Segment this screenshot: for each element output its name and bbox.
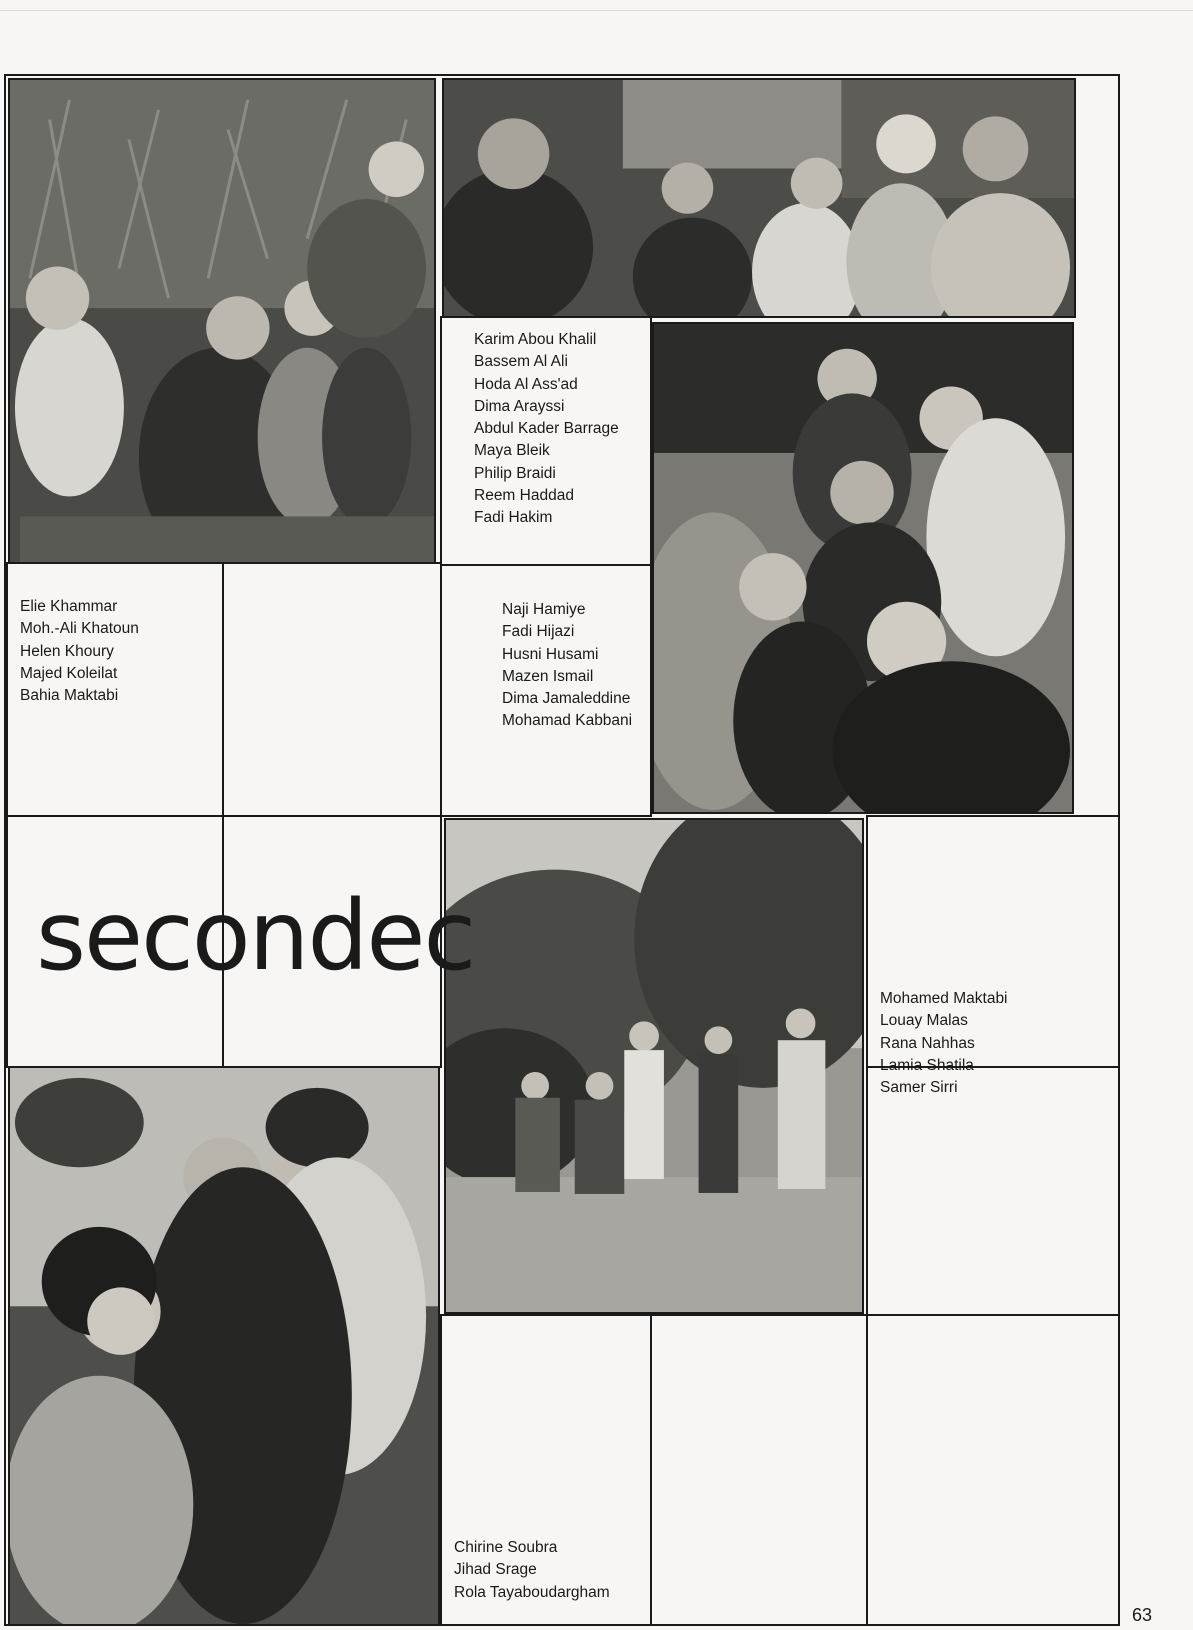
grid-cell [650,1314,868,1626]
student-name: Chirine Soubra [454,1539,558,1556]
grid-cell [866,1314,1120,1626]
name-list [880,988,1008,1099]
student-name: Majed Koleilat [20,664,118,682]
page-number: 63 [1132,1605,1153,1625]
student-name: Dima Jamaleddine [502,690,631,708]
student-name: Husni Husami [502,645,599,663]
student-name: Lamia Shatila [880,1056,974,1074]
student-name: Naji Hamiye [502,601,586,618]
student-name: Fadi Hijazi [502,623,575,641]
group-photo-4 [444,818,864,1314]
group-photo-2 [442,78,1076,318]
student-name: Samer Sirri [880,1079,958,1097]
student-name: Helen Khoury [20,642,114,660]
student-name: Karim Abou Khalil [474,331,597,348]
student-name: Mazen Ismail [502,667,594,685]
top-rule [0,10,1193,11]
name-list [454,1537,610,1604]
student-name: Reem Haddad [474,487,574,505]
student-name: Mohamed Maktabi [880,990,1008,1007]
student-name: Dima Arayssi [474,397,565,415]
student-name: Moh.-Ali Khatoun [20,620,139,638]
name-list [474,329,619,530]
student-name: Philip Braidi [474,464,556,482]
student-name: Fadi Hakim [474,509,553,527]
student-name: Rana Nahhas [880,1034,975,1052]
name-list [502,599,632,733]
student-name: Bassem Al Ali [474,353,568,371]
student-name: Jihad Srage [454,1561,537,1579]
name-list [20,596,139,707]
student-name: Bahia Maktabi [20,687,119,705]
group-photo-3 [652,322,1074,814]
group-photo-1 [8,78,436,564]
grid-cell [222,562,442,817]
student-name: Abdul Kader Barrage [474,420,619,438]
grid-cell [866,1066,1120,1316]
section-title: secondec [36,880,475,992]
student-name: Elie Khammar [20,598,118,615]
group-photo-5 [8,1066,440,1626]
student-name: Rola Tayaboudargham [454,1583,610,1601]
student-name: Mohamad Kabbani [502,712,633,730]
student-name: Hoda Al Ass'ad [474,375,578,393]
student-name: Maya Bleik [474,442,550,460]
student-name: Louay Malas [880,1012,968,1030]
